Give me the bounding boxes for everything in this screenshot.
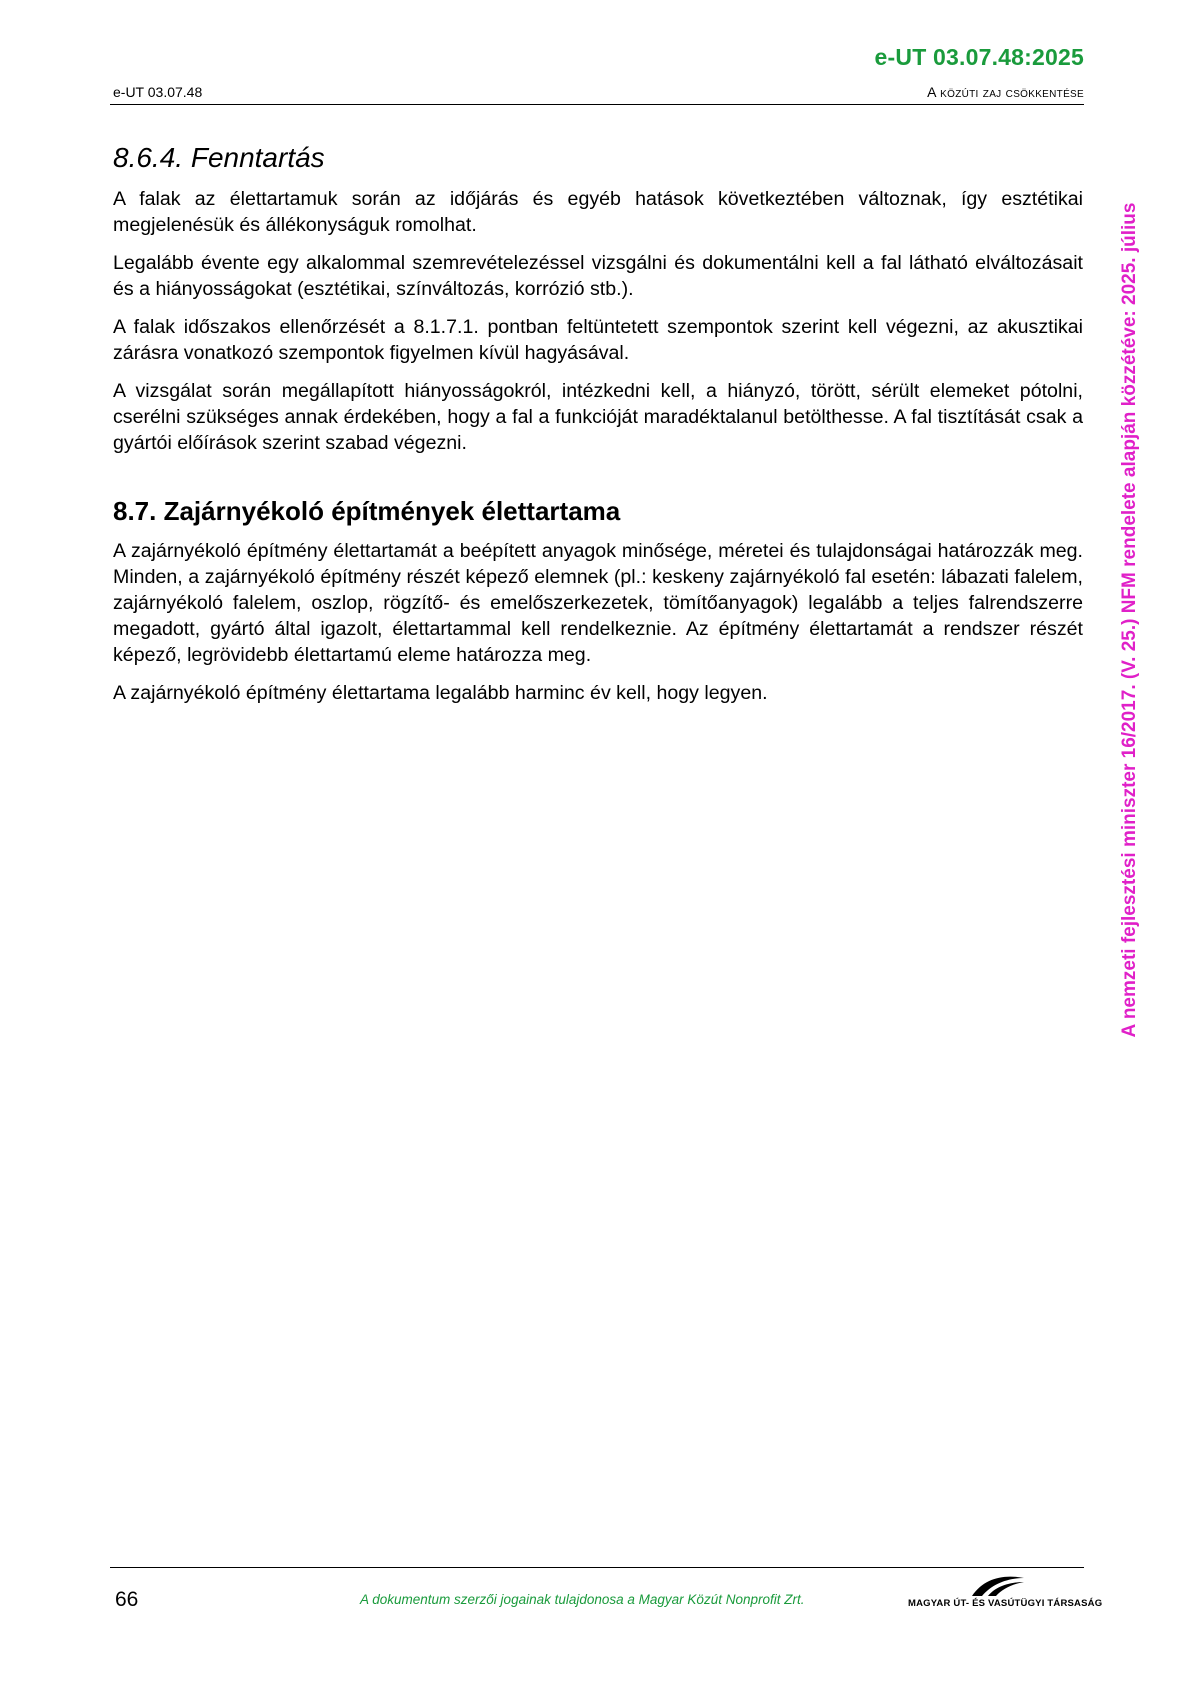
side-publication-note: A nemzeti fejlesztési miniszter 16/2017. (V. 25.) NFM rendelete alapján közzétéve: 2025. július [1119, 202, 1140, 1038]
section-heading-8-7: 8.7. Zajárnyékoló építmények élettartama [113, 496, 621, 526]
document-code: e-UT 03.07.48:2025 [874, 44, 1084, 70]
road-swoosh-icon [970, 1572, 1026, 1598]
logo-text: MAGYAR ÚT- ÉS VASÚTÜGYI TÁRSASÁG [908, 1598, 1103, 1609]
paragraph: A falak időszakos ellenőrzését a 8.1.7.1. pontban feltüntetett szempontok szerint kell végezni, az akusztikai zárásra vonatkozó szempontok figyelmen kívül hagyásával. [113, 316, 1083, 364]
header-left-label: e-UT 03.07.48 [113, 84, 203, 100]
page-number: 66 [115, 1588, 139, 1611]
header-right-label: A közúti zaj csökkentése [927, 84, 1084, 100]
footer-divider [110, 1567, 1084, 1568]
header-divider [110, 104, 1084, 105]
copyright-notice: A dokumentum szerzői jogainak tulajdonosa a Magyar Közút Nonprofit Zrt. [360, 1592, 805, 1607]
paragraph: A vizsgálat során megállapított hiányosságokról, intézkedni kell, a hiányzó, törött, sérült elemeket pótolni, cserélni szükséges annak érdekében, hogy a fal a funkcióját maradéktalanul betölthesse. A fal tisztítását csak a gyártói előírások szerint szabad végezni. [113, 380, 1083, 454]
page-content [113, 140, 1083, 718]
paragraph: A zajárnyékoló építmény élettartama legalább harminc év kell, hogy legyen. [113, 682, 768, 704]
paragraph: A falak az élettartamuk során az időjárás és egyéb hatások következtében változnak, így esztétikai megjelenésük és állékonyságuk romolhat. [113, 188, 1083, 236]
paragraph: Legalább évente egy alkalommal szemrevételezéssel vizsgálni és dokumentálni kell a fal látható elváltozásait és a hiányosságokat (esztétikai, színváltozás, korrózió stb.). [113, 252, 1083, 300]
publisher-logo [908, 1572, 1103, 1618]
paragraph: A zajárnyékoló építmény élettartamát a beépített anyagok minősége, méretei és tulajdonságai határozzák meg. Minden, a zajárnyékoló építmény részét képező elemnek (pl.: keskeny zajárnyékoló fal esetén: lábazati falelem, zajárnyékoló falelem, oszlop, rögzítő- és emelőszerkezetek, tömítőanyagok) legalább a teljes falrendszerre megadott, gyártó által igazolt, élettartammal kell rendelkeznie. Az építmény élettartamát a rendszer részét képező, legrövidebb élettartamú eleme határozza meg. [113, 540, 1083, 666]
subsection-heading-8-6-4: 8.6.4. Fenntartás [113, 142, 325, 173]
